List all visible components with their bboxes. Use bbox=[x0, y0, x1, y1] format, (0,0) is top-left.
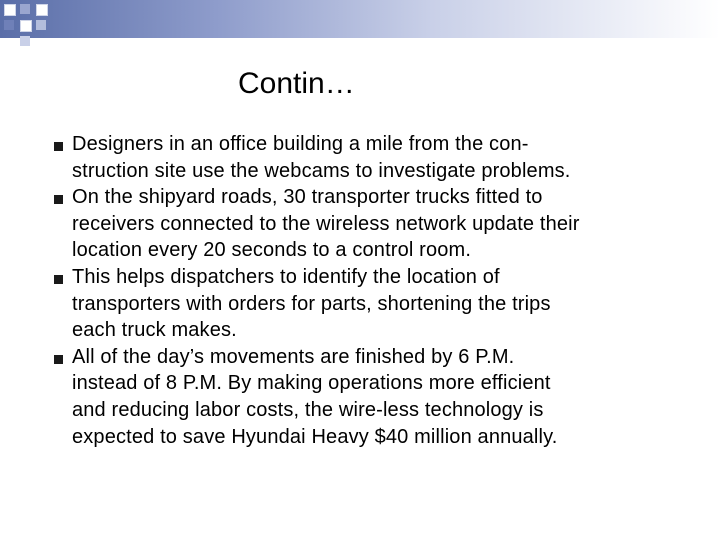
corner-square bbox=[20, 20, 32, 32]
corner-decoration bbox=[0, 0, 64, 48]
corner-square bbox=[36, 20, 46, 30]
slide-title: Contin… bbox=[238, 67, 355, 100]
list-item bbox=[54, 264, 704, 344]
corner-square bbox=[20, 36, 30, 46]
bullet-text: Designers in an office building a mile from the con- struction site use the webcams to investigate problems. bbox=[72, 133, 571, 182]
square-bullet-icon bbox=[54, 275, 63, 284]
corner-square bbox=[36, 4, 48, 16]
header-band bbox=[0, 0, 720, 38]
square-bullet-icon bbox=[54, 355, 63, 364]
square-bullet-icon bbox=[54, 142, 63, 151]
corner-square bbox=[4, 4, 16, 16]
corner-square bbox=[20, 4, 30, 14]
square-bullet-icon bbox=[54, 195, 63, 204]
list-item bbox=[54, 131, 704, 184]
bullet-list bbox=[54, 131, 704, 450]
list-item bbox=[54, 344, 704, 450]
corner-square bbox=[4, 20, 14, 30]
list-item bbox=[54, 184, 704, 264]
bullet-text: All of the day’s movements are finished by 6 P.M. instead of 8 P.M. By making operations more efficient and reducing labor costs, the wire-less technology is expected to save Hyundai Heavy $40 million annually. bbox=[72, 345, 558, 448]
bullet-text: This helps dispatchers to identify the location of transporters with orders for parts, shortening the trips each truck makes. bbox=[72, 265, 551, 342]
bullet-text: On the shipyard roads, 30 transporter trucks fitted to receivers connected to the wireless network update their location every 20 seconds to a control room. bbox=[72, 186, 580, 262]
